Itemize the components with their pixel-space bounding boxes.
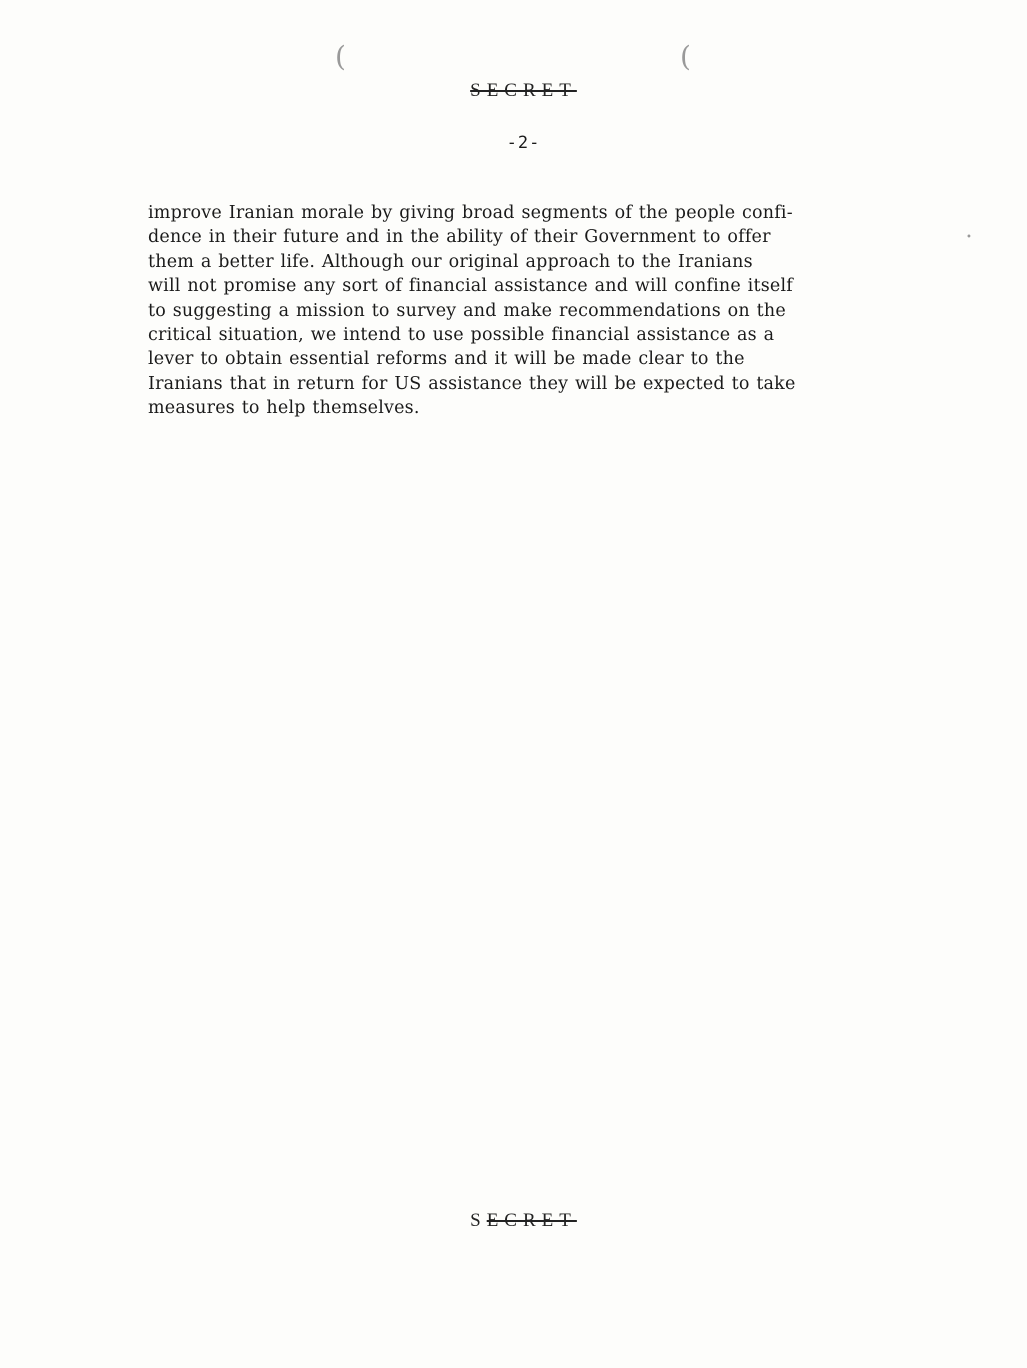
body-line: to suggesting a mission to survey and make recommendations on the [148, 300, 786, 321]
margin-mark-left: ( [335, 40, 346, 73]
classification-footer [0, 1210, 1027, 1232]
body-paragraph [148, 201, 908, 421]
classification-footer-first: S [470, 1210, 487, 1231]
body-line: dence in their future and in the ability of their Government to offer [148, 227, 771, 248]
body-line: improve Iranian morale by giving broad segments of the people confi- [148, 203, 793, 223]
body-line: critical situation, we intend to use possible financial assistance as a [148, 325, 775, 346]
body-line: will not promise any sort of financial assistance and will confine itself [148, 276, 793, 297]
page-number: -2- [506, 133, 541, 153]
body-line: lever to obtain essential reforms and it will be made clear to the [148, 349, 745, 370]
margin-mark-right: ( [680, 40, 691, 73]
margin-dot: • [966, 232, 972, 243]
classification-header-text: SECRET [470, 80, 577, 101]
body-line: them a better life. Although our original approach to the Iranians [148, 251, 753, 272]
body-line: Iranians that in return for US assistance they will be expected to take [148, 373, 796, 394]
classification-header [0, 80, 1027, 102]
body-line: measures to help themselves. [148, 398, 420, 419]
classification-footer-rest: ECRET [486, 1210, 577, 1231]
